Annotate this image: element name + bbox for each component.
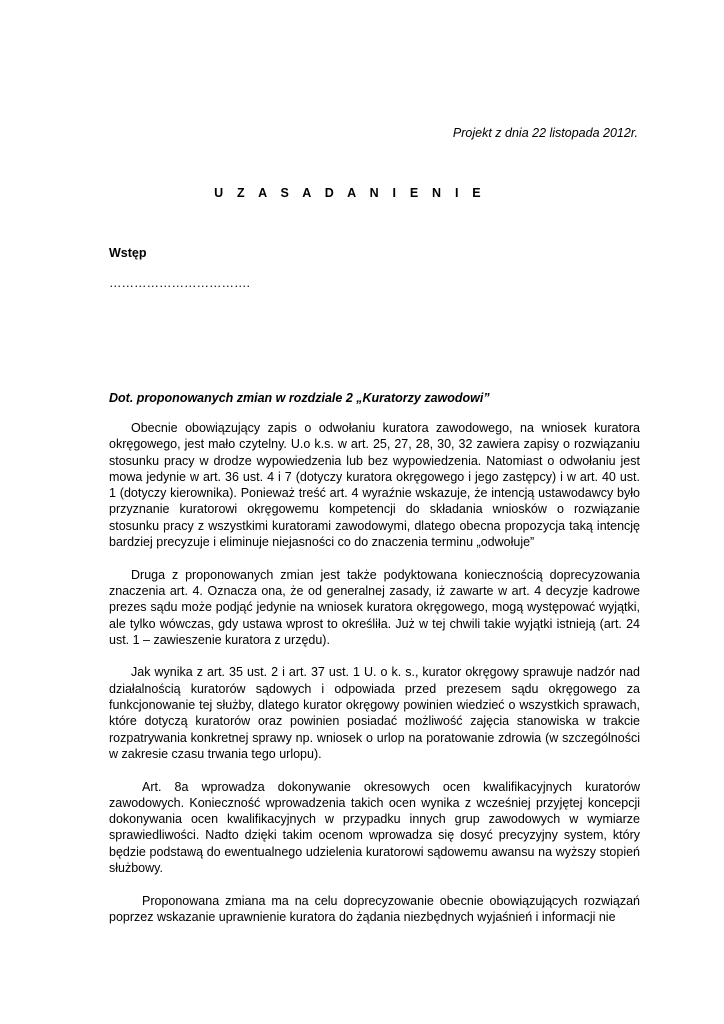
intro-heading: Wstęp — [109, 246, 147, 260]
paragraph-5: Proponowana zmiana ma na celu doprecyzowanie obecnie obowiązujących rozwiązań poprzez wskazanie uprawnienie kuratora do żądania niezbędnych wyjaśnień i informacji nie — [109, 893, 640, 924]
paragraph-3: Jak wynika z art. 35 ust. 2 i art. 37 ust. 1 U. o k. s., kurator okręgowy sprawuje nadzór nad działalnością kuratorów sądowych i odpowiada przed prezesem sądu okręgowego za funkcjonowanie tej służby, dlatego kurator okręgowy powinien wiedzieć o wszystkich sprawach, które dotyczą kuratorów oraz powinien posiadać możliwość zajęcia stanowiska w trakcie rozpatrywania konkretnej sprawy np. wniosek o urlop na poratowanie zdrowia (w szczególności w zakresie czasu trwania tego urlopu). — [109, 665, 640, 761]
section-heading: Dot. proponowanych zmian w rozdziale 2 „Kuratorzy zawodowi” — [109, 391, 490, 405]
document-title: U Z A S A D A N I E N I E — [214, 186, 486, 200]
paragraph-2: Druga z proponowanych zmian jest także podyktowana koniecznością doprecyzowania znaczenia art. 4. Oznacza ona, że od generalnej zasady, iż zawarte w art. 4 decyzje kadrowe prezes sądu może podjąć jedynie na wniosek kuratora okręgowego, mogą występować wyjątki, ale tylko wówczas, gdy ustawa wprost to określiła. Już w tej chwili takie wyjątki istnieją (art. 24 ust. 1 – zawieszenie kuratora z urzędu). — [109, 567, 640, 647]
section-body — [109, 420, 640, 942]
paragraph-1: Obecnie obowiązujący zapis o odwołaniu kuratora zawodowego, na wniosek kuratora okręgowego, jest mało czytelny. U.o k.s. w art. 25, 27, 28, 30, 32 zawiera zapisy o rozwiązaniu stosunku pracy w drodze wypowiedzenia lub bez wypowiedzenia. Natomiast o odwołaniu jest mowa jedynie w art. 36 ust. 4 i 7 (dotyczy kuratora okręgowego i jego zastępcy) i w art. 40 ust. 1 (dotyczy kierownika). Ponieważ treść art. 4 wyraźnie wskazuje, że intencją ustawodawcy było przyznanie kuratorowi okręgowemu kompetencji do składania wniosków o rozwiązanie stosunku pracy z wszystkimi kuratorami zawodowymi, dlatego obecna propozycja taką intencję bardziej precyzuje i eliminuje niejasności co do znaczenia terminu „odwołuje” — [109, 421, 640, 550]
paragraph-4: Art. 8a wprowadza dokonywanie okresowych ocen kwalifikacyjnych kuratorów zawodowych. Konieczność wprowadzenia takich ocen wynika z wcześniej przyjętej koncepcji dokonywania ocen kwalifikacyjnych w przypadku innych grup zawodowych w wymiarze sprawiedliwości. Nadto dzięki takim ocenom wprowadza się dosyć precyzyjny system, który będzie podstawą do ewentualnego udzielenia kuratorowi sądowemu awansu na wyższy stopień służbowy. — [109, 779, 640, 876]
intro-placeholder-dots: ……………………………. — [109, 276, 250, 290]
draft-date-line: Projekt z dnia 22 listopada 2012r. — [452, 126, 638, 140]
